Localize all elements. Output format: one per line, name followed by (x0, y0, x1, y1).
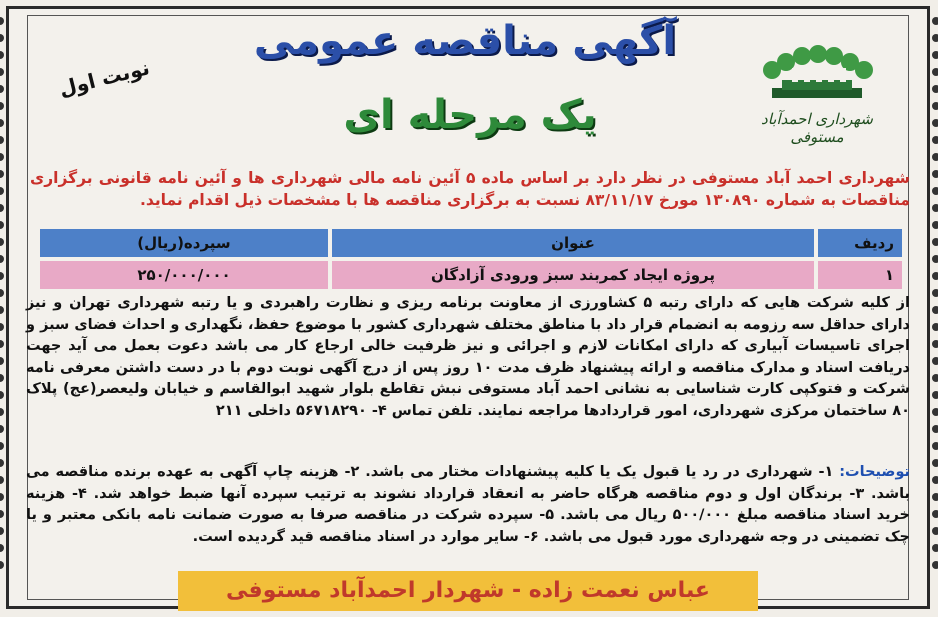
tender-table (36, 225, 906, 293)
invitation-paragraph: از کلیه شرکت هایی که دارای رتبه ۵ کشاورزی از معاونت برنامه ریزی و نظارت راهبردی و یا رتبه شهرداری تهران و نیز دارای حداقل سه رزومه به انضمام قرار داد با مناطق مختلف شهرداری کشور با موضوع حفظ، نگهداری و احداث فضای سبز و اجرای تاسیسات آبیاری که دارای امکانات لازم و اجرائی و نیز ظرفیت خالی ارجاع کار می باشد دعوت بعمل می آید جهت دریافت اسناد و مدارک مناقصه و ارائه پیشنهاد ظرف مدت ۱۰ روز پس از درج آگهی نوبت دوم با در دست داشتن معرفی نامه شرکت و فتوکپی کارت شناسایی به نشانی احمد آباد مستوفی نبش تقاطع بلوار شهید ابوالقاسم و خیابان ولیعصر(عج) پلاک ۸۰ ساختمان مرکزی شهرداری، امور قراردادها مراجعه نمایند. تلفن تماس ۴- ۵۶۷۱۸۲۹۰ داخلی ۲۱۱ (26, 295, 910, 419)
dot-border-left (0, 17, 7, 598)
municipality-logo (742, 40, 892, 146)
table-row (40, 261, 902, 289)
notes-title: توضیحات: (839, 464, 910, 480)
round-label: نوبت اول (56, 55, 152, 101)
header-row-number: ردیف (818, 229, 902, 257)
table-header-row (40, 229, 902, 257)
ad-subtitle: یک مرحله ای (343, 92, 597, 138)
notes-text: ۱- شهرداری در رد یا قبول یک یا کلیه پیشنهادات مختار می باشد. ۲- هزینه چاپ آگهی به عهده برنده مناقصه می باشد. ۳- برندگان اول و دوم مناقصه هرگاه حاضر به انعقاد قرارداد نشوند به ترتیب سپرده آنها ضبط خواهد شد. ۴- هزینه خرید اسناد مناقصه مبلغ ۵۰۰/۰۰۰ ریال می باشد. ۵- سپرده شرکت در مناقصه صرفا به صورت ضمانت نامه بانکی معتبر و یا چک تضمینی در وجه شهرداری مورد قبول می باشد. ۶- سایر موارد در اسناد مناقصه قید گردیده است. (26, 464, 911, 545)
cell-deposit-amount: ۲۵۰/۰۰۰/۰۰۰ (40, 261, 328, 289)
header-title: عنوان (332, 229, 814, 257)
logo-caption: شهرداری احمدآباد مستوفی (761, 110, 873, 146)
header-deposit: سپرده(ریال) (40, 229, 328, 257)
cell-row-number: ۱ (818, 261, 902, 289)
dot-border-right (929, 17, 938, 598)
notes-section (26, 462, 910, 548)
ad-title: آگهی مناقصه عمومی (253, 18, 677, 64)
intro-paragraph: شهرداری احمد آباد مستوفی در نظر دارد بر اساس ماده ۵ آئین نامه مالی شهرداری ها و آئین نامه قانونی برگزاری مناقصات به شماره ۱۳۰۸۹۰ مورخ ۸۳/۱۱/۱۷ نسبت به برگزاری مناقصه ها با مشخصات ذیل اقدام نماید. (30, 169, 910, 209)
building-logo-icon (742, 40, 892, 110)
signature-banner: عباس نعمت زاده - شهردار احمدآباد مستوفی (178, 571, 758, 611)
cell-project-title: پروژه ایجاد کمربند سبز ورودی آزادگان (332, 261, 814, 289)
